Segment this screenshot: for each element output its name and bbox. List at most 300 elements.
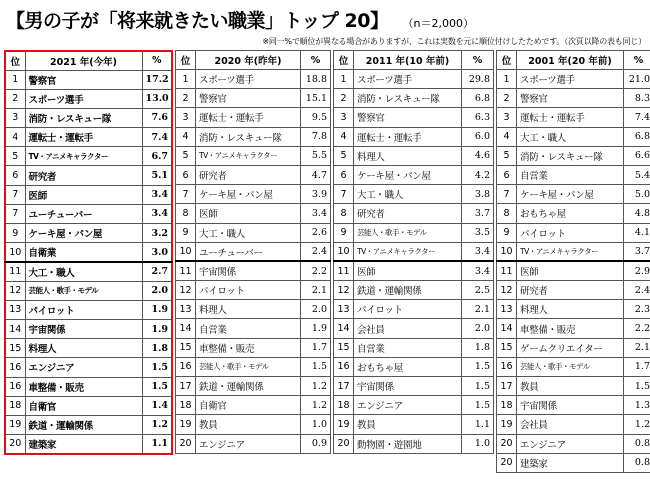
year-header: 2021 年(今年) bbox=[25, 51, 142, 70]
table-row bbox=[497, 357, 650, 376]
job-cell: 警察官 bbox=[196, 89, 301, 108]
table-row bbox=[334, 127, 494, 146]
percent-cell: 1.5 bbox=[462, 377, 494, 396]
table-row bbox=[334, 281, 494, 300]
table-row bbox=[176, 319, 331, 338]
percent-cell: 1.8 bbox=[142, 339, 172, 358]
table-row bbox=[497, 146, 650, 165]
percent-cell: 3.4 bbox=[301, 204, 331, 223]
rank-cell: 13 bbox=[334, 300, 354, 319]
table-row bbox=[334, 300, 494, 319]
rank-cell: 20 bbox=[334, 434, 354, 453]
year-header: 2001 年(20 年前) bbox=[517, 51, 624, 70]
percent-cell: 2.1 bbox=[462, 300, 494, 319]
job-cell: エンジニア bbox=[354, 396, 462, 415]
table-row bbox=[497, 242, 650, 261]
table-row bbox=[176, 185, 331, 204]
job-cell: 会社員 bbox=[517, 415, 624, 434]
table-row bbox=[334, 338, 494, 357]
table-row bbox=[334, 396, 494, 415]
rank-cell: 2 bbox=[334, 89, 354, 108]
ranking-table-1 bbox=[175, 50, 331, 454]
percent-cell: 2.0 bbox=[301, 300, 331, 319]
rank-cell: 14 bbox=[176, 319, 196, 338]
job-cell: 料理人 bbox=[517, 300, 624, 319]
percent-header: % bbox=[462, 51, 494, 70]
table-row bbox=[5, 435, 172, 454]
job-cell: ユーチューバー bbox=[25, 204, 142, 223]
table-row bbox=[5, 358, 172, 377]
rank-cell: 8 bbox=[497, 204, 517, 223]
percent-cell: 18.8 bbox=[301, 70, 331, 89]
job-cell: 大工・職人 bbox=[354, 185, 462, 204]
job-cell: 自衛官 bbox=[25, 396, 142, 415]
rank-header: 位 bbox=[334, 51, 354, 70]
percent-cell: 2.2 bbox=[624, 319, 650, 338]
percent-cell: 2.2 bbox=[301, 261, 331, 280]
table-row bbox=[176, 281, 331, 300]
rank-cell: 7 bbox=[497, 185, 517, 204]
table-row bbox=[176, 396, 331, 415]
job-cell: 自営業 bbox=[354, 338, 462, 357]
table-row bbox=[176, 204, 331, 223]
table-row bbox=[334, 415, 494, 434]
job-cell: 車整備・販売 bbox=[196, 338, 301, 357]
job-cell: 宇宙関係 bbox=[25, 319, 142, 338]
job-cell: スポーツ選手 bbox=[25, 89, 142, 108]
year-header: 2020 年(昨年) bbox=[196, 51, 301, 70]
table-row bbox=[497, 396, 650, 415]
job-cell: エンジニア bbox=[196, 434, 301, 453]
job-cell: 警察官 bbox=[25, 70, 142, 89]
job-cell: パイロット bbox=[25, 300, 142, 319]
percent-cell: 1.5 bbox=[624, 377, 650, 396]
percent-cell: 0.8 bbox=[624, 434, 650, 453]
table-row bbox=[497, 108, 650, 127]
job-cell: スポーツ選手 bbox=[517, 70, 624, 89]
job-cell: 消防・レスキュー隊 bbox=[517, 146, 624, 165]
percent-cell: 1.1 bbox=[462, 415, 494, 434]
percent-cell: 1.5 bbox=[142, 377, 172, 396]
percent-cell: 2.3 bbox=[624, 300, 650, 319]
percent-cell: 9.5 bbox=[301, 108, 331, 127]
rank-cell: 19 bbox=[334, 415, 354, 434]
table-row bbox=[176, 70, 331, 89]
percent-cell: 1.5 bbox=[462, 357, 494, 376]
job-cell: 運転士・運転手 bbox=[25, 128, 142, 147]
rank-cell: 5 bbox=[5, 147, 25, 166]
percent-cell: 1.2 bbox=[142, 415, 172, 434]
table-header-row bbox=[176, 51, 331, 70]
percent-cell: 3.4 bbox=[142, 204, 172, 223]
table-row bbox=[334, 357, 494, 376]
table-row bbox=[5, 108, 172, 127]
rank-cell: 18 bbox=[497, 396, 517, 415]
rank-cell: 13 bbox=[497, 300, 517, 319]
rank-cell: 17 bbox=[334, 377, 354, 396]
percent-cell: 1.5 bbox=[142, 358, 172, 377]
table-header-row bbox=[497, 51, 650, 70]
rank-cell: 12 bbox=[334, 281, 354, 300]
rank-cell: 16 bbox=[5, 377, 25, 396]
job-cell: 料理人 bbox=[196, 300, 301, 319]
job-cell: 研究者 bbox=[517, 281, 624, 300]
table-row bbox=[334, 204, 494, 223]
table-header-row bbox=[5, 51, 172, 70]
table-row bbox=[497, 338, 650, 357]
job-cell: 会社員 bbox=[354, 319, 462, 338]
percent-cell: 2.0 bbox=[142, 281, 172, 300]
percent-cell: 4.6 bbox=[462, 146, 494, 165]
rank-cell: 1 bbox=[334, 70, 354, 89]
table-row bbox=[5, 128, 172, 147]
percent-cell: 3.8 bbox=[462, 185, 494, 204]
rank-cell: 4 bbox=[176, 127, 196, 146]
table-row bbox=[5, 377, 172, 396]
rank-cell: 18 bbox=[5, 396, 25, 415]
job-cell: エンジニア bbox=[25, 358, 142, 377]
percent-cell: 1.5 bbox=[301, 357, 331, 376]
percent-cell: 1.1 bbox=[142, 435, 172, 454]
table-row bbox=[497, 185, 650, 204]
table-row bbox=[497, 165, 650, 184]
table-row bbox=[176, 89, 331, 108]
job-cell: 医師 bbox=[354, 261, 462, 280]
table-row bbox=[5, 262, 172, 281]
percent-cell: 1.0 bbox=[301, 415, 331, 434]
percent-cell: 15.1 bbox=[301, 89, 331, 108]
table-row bbox=[334, 223, 494, 242]
percent-cell: 6.0 bbox=[462, 127, 494, 146]
percent-cell: 13.0 bbox=[142, 89, 172, 108]
table-row bbox=[497, 434, 650, 453]
percent-cell: 7.4 bbox=[142, 128, 172, 147]
table-row bbox=[176, 338, 331, 357]
percent-cell: 6.7 bbox=[142, 147, 172, 166]
percent-cell: 6.3 bbox=[462, 108, 494, 127]
job-cell: 運転士・運転手 bbox=[196, 108, 301, 127]
job-cell: スポーツ選手 bbox=[354, 70, 462, 89]
table-row bbox=[5, 243, 172, 262]
job-cell: 芸能人・歌手・モデル bbox=[517, 357, 624, 376]
rank-cell: 16 bbox=[5, 358, 25, 377]
ranking-tables bbox=[4, 50, 650, 473]
table-row bbox=[334, 434, 494, 453]
job-cell: 自営業 bbox=[196, 319, 301, 338]
table-row bbox=[5, 319, 172, 338]
percent-cell: 8.3 bbox=[624, 89, 650, 108]
page-title: 【男の子が「将来就きたい職業」トップ 20】 bbox=[6, 10, 389, 32]
table-row bbox=[5, 396, 172, 415]
rank-cell: 11 bbox=[176, 261, 196, 280]
percent-cell: 7.8 bbox=[301, 127, 331, 146]
rank-cell: 5 bbox=[497, 146, 517, 165]
percent-cell: 5.5 bbox=[301, 146, 331, 165]
rank-cell: 6 bbox=[334, 165, 354, 184]
percent-cell: 3.4 bbox=[142, 185, 172, 204]
percent-cell: 2.1 bbox=[301, 281, 331, 300]
rank-header: 位 bbox=[497, 51, 517, 70]
rank-cell: 3 bbox=[176, 108, 196, 127]
rank-cell: 19 bbox=[497, 415, 517, 434]
rank-cell: 15 bbox=[497, 338, 517, 357]
percent-cell: 2.6 bbox=[301, 223, 331, 242]
table-row bbox=[5, 70, 172, 89]
table-row bbox=[5, 300, 172, 319]
rank-cell: 18 bbox=[334, 396, 354, 415]
table-row bbox=[334, 108, 494, 127]
table-row bbox=[5, 89, 172, 108]
rank-cell: 16 bbox=[334, 357, 354, 376]
title-row bbox=[6, 6, 474, 32]
job-cell: 研究者 bbox=[25, 166, 142, 185]
percent-cell: 3.5 bbox=[462, 223, 494, 242]
job-cell: ケーキ屋・パン屋 bbox=[354, 165, 462, 184]
percent-cell: 3.7 bbox=[624, 242, 650, 261]
rank-cell: 13 bbox=[176, 300, 196, 319]
job-cell: 鉄道・運輸関係 bbox=[25, 415, 142, 434]
percent-cell: 4.7 bbox=[301, 165, 331, 184]
percent-cell: 0.8 bbox=[624, 453, 650, 472]
rank-cell: 7 bbox=[5, 204, 25, 223]
table-row bbox=[5, 185, 172, 204]
rank-cell: 3 bbox=[5, 108, 25, 127]
job-cell: 料理人 bbox=[354, 146, 462, 165]
table-row bbox=[497, 300, 650, 319]
job-cell: 芸能人・歌手・モデル bbox=[196, 357, 301, 376]
rank-cell: 13 bbox=[5, 300, 25, 319]
rank-cell: 11 bbox=[334, 261, 354, 280]
rank-cell: 17 bbox=[176, 377, 196, 396]
percent-cell: 3.9 bbox=[301, 185, 331, 204]
job-cell: 車整備・販売 bbox=[517, 319, 624, 338]
rank-cell: 2 bbox=[497, 89, 517, 108]
rank-cell: 12 bbox=[5, 281, 25, 300]
rank-cell: 10 bbox=[176, 242, 196, 261]
job-cell: おもちゃ屋 bbox=[517, 204, 624, 223]
rank-cell: 11 bbox=[497, 261, 517, 280]
job-cell: エンジニア bbox=[517, 434, 624, 453]
table-row bbox=[497, 377, 650, 396]
job-cell: 動物園・遊園地 bbox=[354, 434, 462, 453]
ranking-table-2 bbox=[333, 50, 494, 454]
percent-cell: 3.4 bbox=[462, 261, 494, 280]
job-cell: ケーキ屋・パン屋 bbox=[25, 224, 142, 243]
percent-cell: 4.2 bbox=[462, 165, 494, 184]
percent-cell: 5.4 bbox=[624, 165, 650, 184]
table-row bbox=[5, 224, 172, 243]
percent-cell: 7.6 bbox=[142, 108, 172, 127]
job-cell: TV・アニメキャラクター bbox=[25, 147, 142, 166]
rank-cell: 15 bbox=[334, 338, 354, 357]
rank-cell: 6 bbox=[5, 166, 25, 185]
table-row bbox=[5, 166, 172, 185]
table-row bbox=[334, 185, 494, 204]
job-cell: 芸能人・歌手・モデル bbox=[25, 281, 142, 300]
percent-cell: 3.0 bbox=[142, 243, 172, 262]
table-row bbox=[5, 147, 172, 166]
percent-cell: 17.2 bbox=[142, 70, 172, 89]
table-row bbox=[176, 377, 331, 396]
table-row bbox=[497, 319, 650, 338]
percent-cell: 6.6 bbox=[624, 146, 650, 165]
table-row bbox=[334, 242, 494, 261]
table-row bbox=[334, 89, 494, 108]
table-row bbox=[176, 108, 331, 127]
job-cell: パイロット bbox=[196, 281, 301, 300]
job-cell: 芸能人・歌手・モデル bbox=[354, 223, 462, 242]
rank-cell: 4 bbox=[334, 127, 354, 146]
table-row bbox=[497, 127, 650, 146]
table-row bbox=[334, 319, 494, 338]
job-cell: 宇宙関係 bbox=[354, 377, 462, 396]
percent-cell: 2.7 bbox=[142, 262, 172, 281]
rank-cell: 9 bbox=[497, 223, 517, 242]
rank-cell: 1 bbox=[497, 70, 517, 89]
table-row bbox=[5, 415, 172, 434]
table-row bbox=[176, 223, 331, 242]
rank-cell: 6 bbox=[497, 165, 517, 184]
sample-size: （n＝2,000） bbox=[402, 17, 474, 30]
job-cell: スポーツ選手 bbox=[196, 70, 301, 89]
table-row bbox=[497, 204, 650, 223]
table-row bbox=[497, 223, 650, 242]
table-row bbox=[176, 165, 331, 184]
rank-cell: 10 bbox=[334, 242, 354, 261]
job-cell: 教員 bbox=[196, 415, 301, 434]
job-cell: 自衛業 bbox=[25, 243, 142, 262]
table-row bbox=[334, 146, 494, 165]
rank-cell: 15 bbox=[176, 338, 196, 357]
percent-header: % bbox=[624, 51, 650, 70]
percent-cell: 6.8 bbox=[462, 89, 494, 108]
job-cell: 大工・職人 bbox=[25, 262, 142, 281]
percent-cell: 1.0 bbox=[462, 434, 494, 453]
rank-cell: 7 bbox=[176, 185, 196, 204]
year-header: 2011 年(10 年前) bbox=[354, 51, 462, 70]
ranking-table-0 bbox=[4, 50, 173, 455]
rank-cell: 5 bbox=[176, 146, 196, 165]
job-cell: 医師 bbox=[196, 204, 301, 223]
percent-cell: 29.8 bbox=[462, 70, 494, 89]
table-row bbox=[176, 434, 331, 453]
rank-cell: 12 bbox=[176, 281, 196, 300]
job-cell: 大工・職人 bbox=[517, 127, 624, 146]
rank-cell: 2 bbox=[5, 89, 25, 108]
percent-cell: 2.4 bbox=[624, 281, 650, 300]
percent-header: % bbox=[301, 51, 331, 70]
rank-cell: 15 bbox=[5, 339, 25, 358]
table-header-row bbox=[334, 51, 494, 70]
percent-cell: 2.1 bbox=[624, 338, 650, 357]
percent-cell: 1.7 bbox=[301, 338, 331, 357]
percent-cell: 1.4 bbox=[142, 396, 172, 415]
job-cell: 自衛官 bbox=[196, 396, 301, 415]
rank-cell: 20 bbox=[497, 434, 517, 453]
table-row bbox=[5, 204, 172, 223]
percent-cell: 4.8 bbox=[624, 204, 650, 223]
rank-cell: 1 bbox=[176, 70, 196, 89]
rank-cell: 7 bbox=[5, 185, 25, 204]
percent-cell: 5.1 bbox=[142, 166, 172, 185]
rank-cell: 9 bbox=[5, 224, 25, 243]
table-row bbox=[497, 453, 650, 472]
percent-cell: 2.4 bbox=[301, 242, 331, 261]
rank-cell: 20 bbox=[5, 435, 25, 454]
job-cell: パイロット bbox=[517, 223, 624, 242]
percent-cell: 2.0 bbox=[462, 319, 494, 338]
table-row bbox=[497, 415, 650, 434]
job-cell: TV・アニメキャラクター bbox=[517, 242, 624, 261]
table-row bbox=[497, 261, 650, 280]
job-cell: ケーキ屋・パン屋 bbox=[196, 185, 301, 204]
rank-cell: 1 bbox=[5, 70, 25, 89]
percent-cell: 1.8 bbox=[462, 338, 494, 357]
rank-cell: 7 bbox=[334, 185, 354, 204]
table-row bbox=[497, 89, 650, 108]
rank-cell: 19 bbox=[5, 415, 25, 434]
rank-cell: 2 bbox=[176, 89, 196, 108]
table-row bbox=[5, 281, 172, 300]
rank-cell: 14 bbox=[5, 319, 25, 338]
table-row bbox=[334, 70, 494, 89]
job-cell: 研究者 bbox=[196, 165, 301, 184]
rank-cell: 10 bbox=[497, 242, 517, 261]
rank-cell: 16 bbox=[176, 357, 196, 376]
rank-header: 位 bbox=[5, 51, 25, 70]
rank-cell: 14 bbox=[497, 319, 517, 338]
job-cell: おもちゃ屋 bbox=[354, 357, 462, 376]
job-cell: 教員 bbox=[517, 377, 624, 396]
job-cell: 消防・レスキュー隊 bbox=[25, 108, 142, 127]
table-row bbox=[176, 242, 331, 261]
table-row bbox=[497, 70, 650, 89]
table-row bbox=[334, 165, 494, 184]
table-row bbox=[176, 146, 331, 165]
job-cell: パイロット bbox=[354, 300, 462, 319]
table-row bbox=[176, 415, 331, 434]
job-cell: 宇宙関係 bbox=[196, 261, 301, 280]
rank-cell: 17 bbox=[497, 377, 517, 396]
percent-cell: 1.2 bbox=[301, 396, 331, 415]
job-cell: TV・アニメキャラクター bbox=[354, 242, 462, 261]
percent-cell: 3.4 bbox=[462, 242, 494, 261]
job-cell: 消防・レスキュー隊 bbox=[196, 127, 301, 146]
percent-cell: 3.2 bbox=[142, 224, 172, 243]
table-row bbox=[176, 261, 331, 280]
rank-cell: 8 bbox=[334, 204, 354, 223]
rank-cell: 9 bbox=[176, 223, 196, 242]
rank-cell: 5 bbox=[334, 146, 354, 165]
rank-cell: 19 bbox=[176, 415, 196, 434]
job-cell: 建築家 bbox=[517, 453, 624, 472]
job-cell: 医師 bbox=[517, 261, 624, 280]
rank-cell: 3 bbox=[334, 108, 354, 127]
rank-cell: 11 bbox=[5, 262, 25, 281]
rank-cell: 18 bbox=[176, 396, 196, 415]
table-row bbox=[176, 127, 331, 146]
job-cell: ゲームクリエイター bbox=[517, 338, 624, 357]
table-row bbox=[497, 281, 650, 300]
percent-cell: 7.4 bbox=[624, 108, 650, 127]
percent-cell: 1.9 bbox=[142, 319, 172, 338]
rank-header: 位 bbox=[176, 51, 196, 70]
percent-cell: 1.5 bbox=[462, 396, 494, 415]
percent-cell: 1.3 bbox=[624, 396, 650, 415]
percent-cell: 0.9 bbox=[301, 434, 331, 453]
job-cell: TV・アニメキャラクター bbox=[196, 146, 301, 165]
percent-cell: 1.2 bbox=[624, 415, 650, 434]
